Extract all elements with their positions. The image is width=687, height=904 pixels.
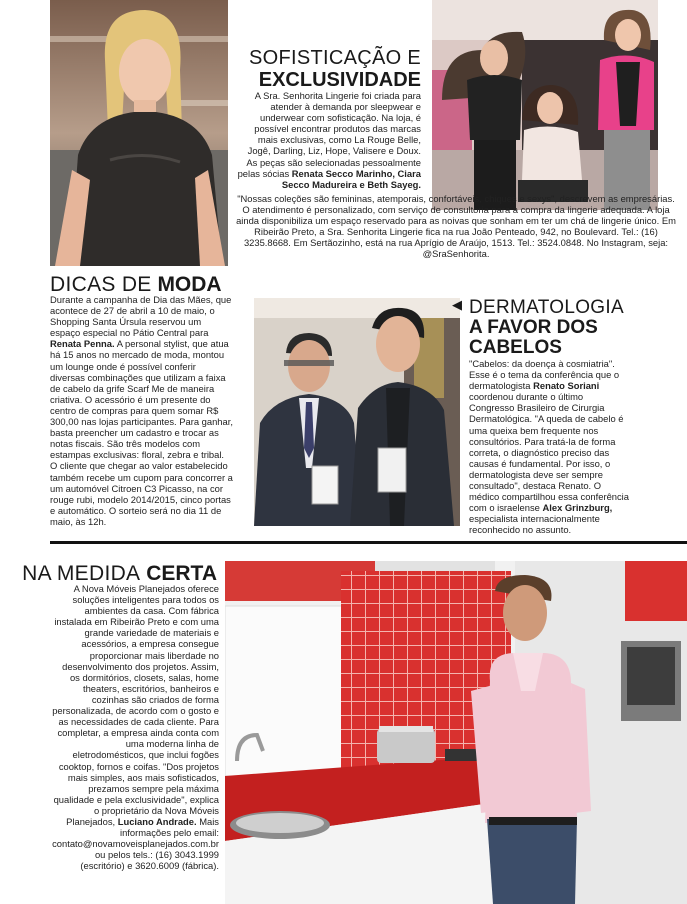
dicas-title (50, 274, 222, 295)
dicas-intro: Durante a campanha de Dia das Mães, que acontece de 27 de abril a 10 de maio, o Shopping Santa Úrsula reservou um espaço especial no Pátio Central para (50, 294, 232, 339)
photo-renata-penna (50, 0, 228, 266)
photo-kitchen-luciano (225, 561, 687, 904)
dermatologia-title-bold-2: CABELOS (469, 337, 562, 358)
sofisticacao-partners: Renata Secco Marinho, Ciara Secco Madureira e Beth Sayeg. (281, 167, 421, 190)
dermatologia-quote: coordenou durante o último Congresso Brasileiro de Cirurgia Dermatológica. "A queda de cabelo é uma queixa bem frequente nos consultórios. Para tratá-la de forma correta, o diagnóstico preciso das causas é fundamental. Por isso, o dermatologista deve ser sempre consultado", destaca Renato. O médico compartilhou essa conferência com o israelense (469, 391, 629, 514)
dicas-title-bold: MODA (157, 273, 222, 296)
sofisticacao-title-light: SOFISTICAÇÃO E (248, 47, 421, 69)
dermatologia-specialist: Alex Grinzburg, (542, 502, 613, 514)
medida-title (22, 563, 217, 584)
dermatologia-title-light: DERMATOLOGIA (469, 297, 624, 318)
dermatologia-doctor: Renato Soriani (533, 380, 600, 392)
sofisticacao-title-bold: EXCLUSIVIDADE (258, 69, 421, 91)
photo-lingerie-partners (432, 0, 658, 210)
medida-body (50, 583, 219, 871)
dermatologia-closing: especialista internacionalmente reconhecido no assunto. (469, 513, 600, 536)
medida-owner: Luciano Andrade. (117, 815, 197, 827)
dicas-stylist: Renata Penna. (50, 338, 115, 350)
dicas-details: A personal stylist, que atua há 15 anos no mercado de moda, montou um lounge onde é possível conferir diversas combinações que utilizam a faixa de cabelo da grife Scarf Me de maneira criativa. O acessório é um presente do centro de compras para quem somar R$ 300,00 nas lojas participantes. Para ganhar, basta preencher um cadastro e trocar as notas fiscais. São três modelos com estampas exclusivas: floral, zebra e tribal. O cliente que chegar ao valor estabelecido também recebe um cupom para concorrer a um automóvel Citroen C3 Picasso, na cor rouge rubi, modelo 2014/2015, cinco portas e automático. O sorteio será no dia 11 de maio, às 12h. (50, 338, 233, 527)
section-divider (50, 541, 687, 544)
dermatologia-title-bold-1: A FAVOR DOS (469, 317, 598, 338)
dermatologia-marker (452, 298, 462, 311)
medida-intro: A Nova Móveis Planejados oferece soluções inteligentes para todos os ambientes da casa. Com fábrica instalada em Ribeirão Preto e com uma grande variedade de materiais e acessórios, a empresa consegue proporcionar mais liberdade no desenvolvimento dos projetos. Assim, os dormitórios, closets, salas, home theaters, escritórios, banheiros e cozinhas são criados de forma personalizada, de acordo com o gosto e as necessidades de cada cliente. Para completar, a empresa ainda conta com uma moderna linha de eletrodomésticos, que inclui fogões cooktop, fornos e coifas. "Dos projetos mais simples, aos mais sofisticados, prezamos sempre pela máxima qualidade e pela exclusividade", explica o proprietário da Nova Móveis Planejados, (52, 583, 219, 827)
dermatologia-intro: "Cabelos: da doença à cosmiatria". Esse é o tema da conferência que o dermatologista (469, 358, 620, 392)
dicas-body (50, 294, 233, 527)
triangle-left-icon: ◀ (452, 297, 462, 312)
medida-contact: Mais informações pelo email: contato@novamoveisplanejados.com.br ou pelos tels.: (16) 3043.1999 (escritório) e 3620.6009 (fábrica). (52, 815, 219, 872)
dicas-title-light: DICAS DE (50, 273, 152, 296)
sofisticacao-details: "Nossas coleções são femininas, atemporais, confortáveis, chiques e sexys", descrevem as empresárias. O atendimento é personalizado, com serviço de consultoria para a compra da lingerie adequada. A loja ainda disponibiliza um espaço reservado para as noivas que sonham em ter um chá de lingerie único. Em Ribeirão Preto, a Sra. Senhorita Lingerie fica na rua João Penteado, 942, no Boulevard. Tel.: (16) 3235.8668. Em Sertãozinho, está na rua Aprígio de Araújo, 1513. Tel.: 3524.0848. No Instagram, seja: @SraSenhorita. (236, 193, 676, 260)
sofisticacao-body-upper (236, 90, 421, 190)
medida-title-bold: CERTA (146, 562, 217, 585)
sofisticacao-intro: A Sra. Senhorita Lingerie foi criada para atender à demanda por sleepwear e underwear com sofisticação. Na loja, é possível encontrar produtos das marcas mais exclusivas, como La Rouge Belle, Jogê, Darling, Liz, Hope, Valisere e Doux. As peças são selecionadas pessoalmente pelas sócias (237, 90, 421, 179)
photo-dermatologists (254, 298, 460, 526)
medida-title-light: NA MEDIDA (22, 562, 141, 585)
dermatologia-body (469, 358, 629, 536)
sofisticacao-body-lower (236, 193, 676, 260)
